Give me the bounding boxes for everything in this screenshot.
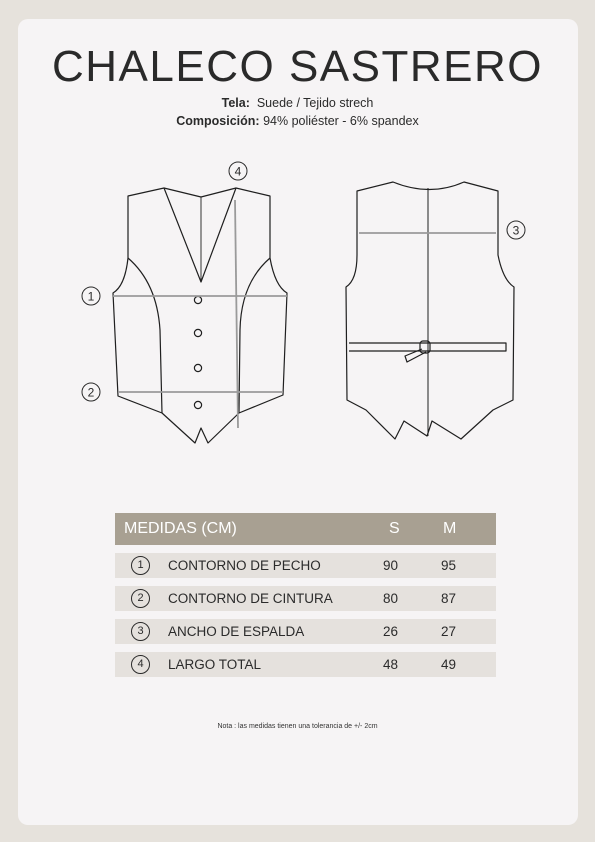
row-label: ANCHO DE ESPALDA [168, 624, 305, 639]
page-title: CHALECO SASTRERO [52, 42, 543, 91]
row-size-s: 80 [383, 591, 399, 606]
marker-4-text: 4 [234, 164, 242, 179]
table-row [115, 586, 496, 611]
header-measure: MEDIDAS (CM) [124, 520, 237, 537]
marker-1-text: 1 [87, 289, 95, 304]
tolerance-note: Nota : las medidas tienen una tolerancia de +/- 2cm [217, 723, 378, 730]
fabric-line [0, 96, 595, 110]
front-right-panel-seam [239, 258, 270, 413]
composition-label: Composición: [176, 114, 260, 128]
row-label: CONTORNO DE CINTURA [168, 591, 333, 606]
row-size-s: 26 [383, 624, 399, 639]
composition-value: 94% poliéster - 6% spandex [263, 114, 419, 128]
front-button [194, 296, 201, 303]
composition-line [0, 114, 595, 128]
row-size-s: 90 [383, 558, 399, 573]
marker-3-text: 3 [512, 223, 520, 238]
fabric-value: Suede / Tejido strech [256, 96, 374, 110]
row-number: 1 [131, 556, 150, 575]
marker-4 [229, 162, 247, 180]
marker-2 [82, 383, 100, 401]
front-vest-neck [164, 188, 236, 197]
vest-diagram [0, 150, 595, 460]
row-size-s: 48 [383, 657, 399, 672]
front-left-panel-seam [128, 258, 162, 413]
table-row [115, 619, 496, 644]
header-size-m: M [443, 520, 457, 537]
table-row [115, 652, 496, 677]
marker-2-text: 2 [87, 385, 95, 400]
row-size-m: 87 [441, 591, 457, 606]
back-vest-outline [346, 182, 514, 439]
front-button [194, 329, 201, 336]
fabric-label: Tela: [221, 96, 250, 110]
front-button [194, 364, 201, 371]
row-size-m: 49 [441, 657, 457, 672]
table-row [115, 553, 496, 578]
measurements-table [115, 513, 496, 677]
row-number: 3 [131, 622, 150, 641]
table-header [115, 513, 496, 545]
length-measure-line [235, 200, 238, 428]
marker-3 [507, 221, 525, 239]
row-number: 2 [131, 589, 150, 608]
row-size-m: 27 [441, 624, 457, 639]
header-size-s: S [389, 520, 400, 537]
row-number: 4 [131, 655, 150, 674]
row-size-m: 95 [441, 558, 457, 573]
row-label: CONTORNO DE PECHO [168, 558, 321, 573]
row-label: LARGO TOTAL [168, 657, 262, 672]
marker-1 [82, 287, 100, 305]
front-button [194, 401, 201, 408]
